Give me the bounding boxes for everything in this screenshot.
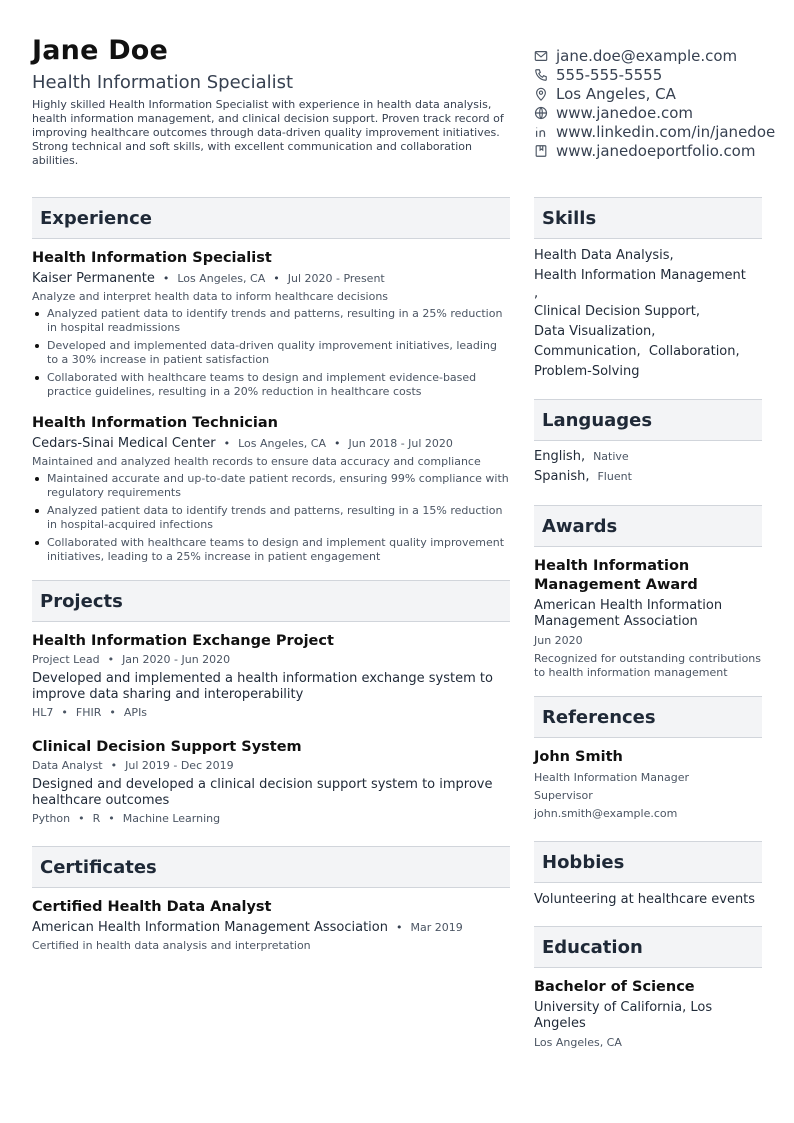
globe-icon — [534, 106, 548, 120]
linkedin-icon — [534, 125, 548, 139]
skills-line: , — [534, 286, 539, 301]
certificates-heading-text: Certificates — [40, 856, 157, 878]
mail-icon — [534, 49, 548, 63]
separator-dot: • — [110, 759, 118, 772]
references-heading-text: References — [542, 706, 656, 728]
references-heading — [534, 696, 762, 738]
job-bullet: Analyzed patient data to identify trends and patterns, resulting in a 15% reduction in hospital-acquired infections — [32, 504, 510, 532]
job-bullet: Maintained accurate and up-to-date patient records, ensuring 99% compliance with regulatory requirements — [32, 472, 510, 500]
email-text: jane.doe@example.com — [556, 46, 738, 65]
side-column — [534, 197, 762, 1050]
job-dates: Jul 2020 - Present — [287, 272, 385, 285]
portfolio-text: www.janedoeportfolio.com — [556, 141, 756, 160]
languages-heading-text: Languages — [542, 409, 653, 431]
contact-website[interactable] — [534, 103, 794, 122]
separator-dot: • — [107, 653, 115, 666]
separator-dot: • — [108, 812, 115, 825]
language-level: Native — [593, 450, 629, 463]
project-tag: FHIR — [75, 706, 102, 719]
awards-heading-text: Awards — [542, 515, 618, 537]
contact-list — [534, 46, 794, 160]
contact-phone[interactable] — [534, 65, 794, 84]
job-bullet: Collaborated with healthcare teams to design and implement evidence-based practice guidelines, resulting in a 20% reduction in healthcare costs — [32, 371, 510, 399]
education-school: University of California, Los Angeles — [534, 1000, 713, 1031]
reference-position: Health Information Manager — [534, 771, 690, 784]
project-tag: Machine Learning — [122, 812, 221, 825]
certificate-date: Mar 2019 — [410, 921, 463, 934]
job-location: Los Angeles, CA — [238, 437, 327, 450]
job-description: Analyze and interpret health data to inform healthcare decisions — [32, 290, 389, 303]
summary: Highly skilled Health Information Specialist with experience in health data analysis, health information management, and clinical decision support. Proven track record of improving healthcare outcomes through data-driven quality improvement initiatives. Strong technical and soft skills, with excellent communication and collaboration abilities. — [32, 98, 504, 167]
skills-heading — [534, 197, 762, 239]
job-title: Health Information Technician — [32, 415, 278, 431]
job-bullets — [32, 472, 510, 564]
award-description: Recognized for outstanding contributions to health information management — [534, 652, 762, 679]
experience-heading-text: Experience — [40, 207, 152, 229]
project-item — [32, 632, 510, 720]
job-title: Health Information Specialist — [32, 250, 272, 266]
projects-heading — [32, 580, 510, 622]
bookmark-icon — [534, 144, 548, 158]
job-meta — [32, 435, 510, 453]
award-issuer: American Health Information Management Association — [534, 598, 723, 629]
separator-dot: • — [396, 921, 403, 934]
languages-list — [534, 447, 762, 487]
award-title: Health Information Management Award — [534, 558, 698, 593]
awards-heading — [534, 505, 762, 547]
language-level: Fluent — [597, 470, 632, 483]
language-item — [534, 447, 762, 467]
contact-portfolio[interactable] — [534, 141, 794, 160]
separator-dot: • — [78, 812, 85, 825]
project-tag: HL7 — [32, 706, 54, 719]
linkedin-text: www.linkedin.com/in/janedoe — [556, 122, 776, 141]
reference-relation: Supervisor — [534, 789, 593, 802]
experience-item — [32, 249, 510, 399]
job-description: Maintained and analyzed health records to ensure data accuracy and compliance — [32, 455, 481, 468]
certificate-issuer: American Health Information Management Association — [32, 920, 388, 935]
award-date: Jun 2020 — [534, 634, 583, 647]
main-column — [32, 197, 510, 953]
hobbies-heading — [534, 841, 762, 883]
reference-email[interactable]: john.smith@example.com — [534, 807, 678, 820]
skills-list — [534, 246, 762, 382]
header — [32, 36, 512, 168]
hobbies-heading-text: Hobbies — [542, 851, 625, 873]
separator-dot: • — [334, 437, 341, 450]
project-title: Health Information Exchange Project — [32, 633, 334, 649]
project-role: Data Analyst — [32, 759, 103, 772]
job-bullet: Developed and implemented data-driven quality improvement initiatives, leading to a 30% increase in patient satisfaction — [32, 339, 510, 367]
project-description: Developed and implemented a health information exchange system to improve data sharing and interoperability — [32, 671, 493, 702]
separator-dot: • — [273, 272, 280, 285]
project-dates: Jul 2019 - Dec 2019 — [125, 759, 234, 772]
project-title: Clinical Decision Support System — [32, 739, 302, 755]
project-dates: Jan 2020 - Jun 2020 — [122, 653, 231, 666]
project-meta — [32, 759, 510, 773]
separator-dot: • — [223, 437, 231, 450]
project-tags — [32, 706, 510, 720]
skills-line: Problem-Solving — [534, 364, 640, 379]
project-description: Designed and developed a clinical decision support system to improve healthcare outcomes — [32, 777, 493, 808]
languages-heading — [534, 399, 762, 441]
job-company: Cedars-Sinai Medical Center — [32, 436, 216, 451]
experience-heading — [32, 197, 510, 239]
job-meta — [32, 270, 510, 288]
job-company: Kaiser Permanente — [32, 271, 155, 286]
project-tag: APIs — [123, 706, 148, 719]
separator-dot: • — [162, 272, 170, 285]
certificate-title: Certified Health Data Analyst — [32, 899, 272, 915]
candidate-title: Health Information Specialist — [32, 72, 294, 93]
job-bullets — [32, 307, 510, 399]
contact-location — [534, 84, 794, 103]
project-item — [32, 738, 510, 826]
education-heading — [534, 926, 762, 968]
project-role: Project Lead — [32, 653, 100, 666]
website-text: www.janedoe.com — [556, 103, 694, 122]
projects-heading-text: Projects — [40, 590, 123, 612]
location-text: Los Angeles, CA — [556, 84, 676, 103]
certificate-item — [32, 898, 510, 953]
job-location: Los Angeles, CA — [177, 272, 266, 285]
language-name: English, — [534, 449, 586, 464]
education-degree: Bachelor of Science — [534, 979, 695, 995]
phone-icon — [534, 68, 548, 82]
candidate-name: Jane Doe — [32, 35, 169, 66]
skills-line: Clinical Decision Support, — [534, 304, 701, 319]
project-tags — [32, 812, 510, 826]
project-tag: Python — [32, 812, 71, 825]
project-meta — [32, 653, 510, 667]
certificate-description: Certified in health data analysis and interpretation — [32, 939, 311, 952]
separator-dot: • — [61, 706, 68, 719]
job-bullet: Analyzed patient data to identify trends and patterns, resulting in a 25% reduction in hospital readmissions — [32, 307, 510, 335]
education-heading-text: Education — [542, 936, 643, 958]
skills-line: Health Data Analysis, — [534, 248, 674, 263]
certificates-heading — [32, 846, 510, 888]
skills-line: Communication, Collaboration, — [534, 344, 740, 359]
language-item — [534, 467, 762, 487]
map-pin-icon — [534, 87, 548, 101]
project-tag: R — [92, 812, 101, 825]
skills-line: Data Visualization, — [534, 324, 656, 339]
contact-email[interactable] — [534, 46, 794, 65]
phone-text: 555-555-5555 — [556, 65, 663, 84]
language-name: Spanish, — [534, 469, 590, 484]
education-location: Los Angeles, CA — [534, 1036, 622, 1049]
job-dates: Jun 2018 - Jul 2020 — [348, 437, 453, 450]
skills-line: Health Information Management — [534, 268, 746, 283]
contact-linkedin[interactable] — [534, 122, 794, 141]
separator-dot: • — [109, 706, 116, 719]
job-bullet: Collaborated with healthcare teams to design and implement quality improvement initiatives, leading to a 25% increase in patient engagement — [32, 536, 510, 564]
certificate-meta — [32, 919, 510, 937]
hobbies-text: Volunteering at healthcare events — [534, 892, 756, 907]
skills-heading-text: Skills — [542, 207, 597, 229]
reference-name: John Smith — [534, 749, 623, 765]
experience-item — [32, 414, 510, 564]
